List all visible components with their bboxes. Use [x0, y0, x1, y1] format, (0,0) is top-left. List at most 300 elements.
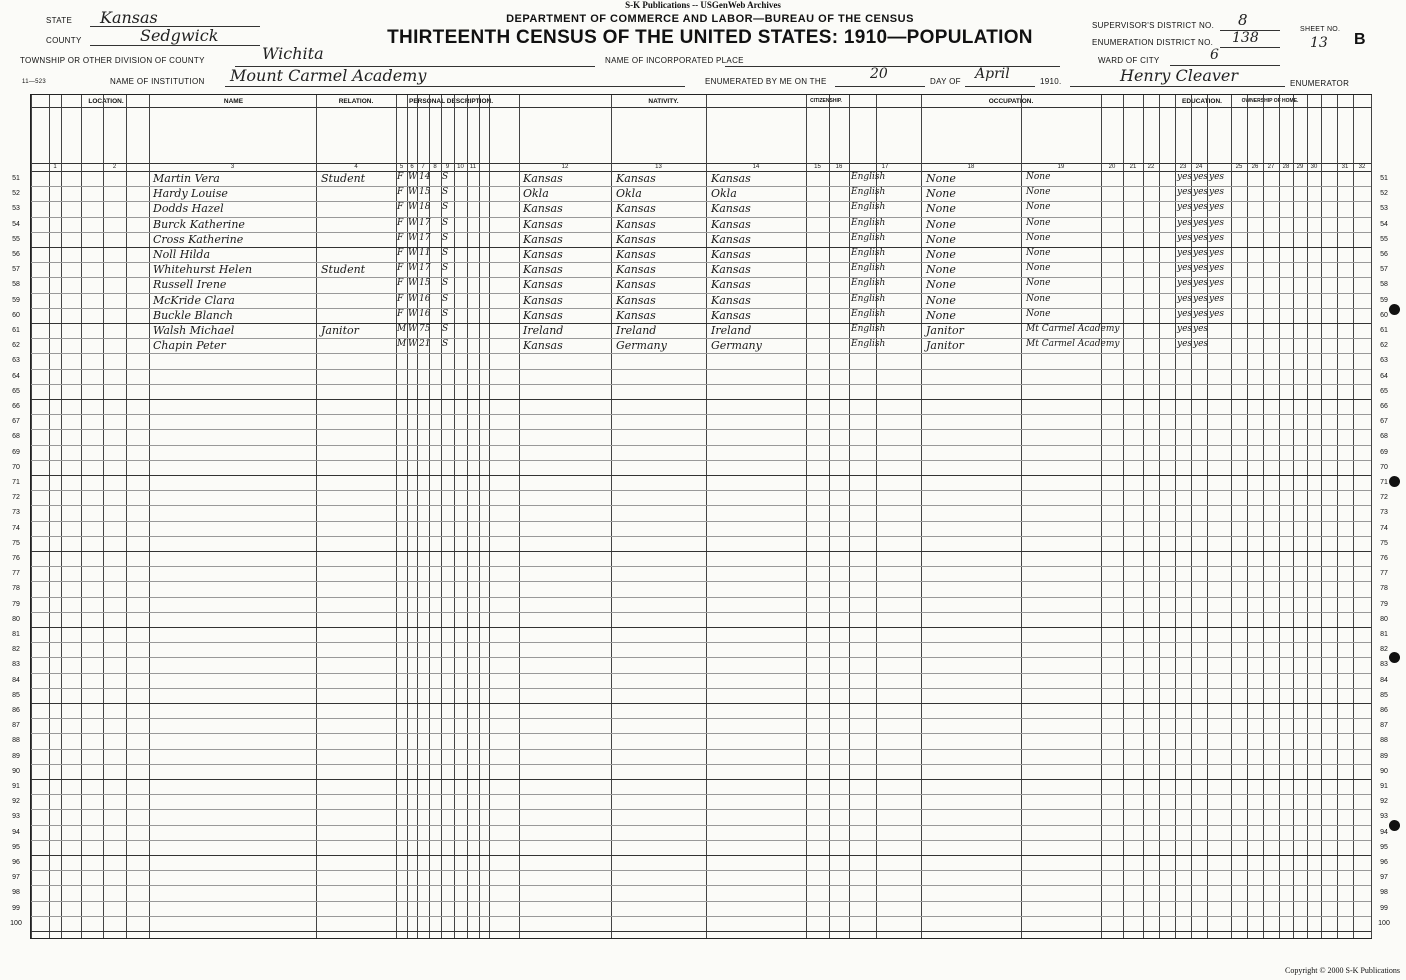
column-number: 13 [655, 164, 662, 170]
cell-ind: Mt Carmel Academy [1026, 324, 1120, 334]
cell-ind: None [1026, 308, 1051, 319]
cell-lang: English [851, 217, 886, 228]
cell-pob: Kansas [523, 172, 563, 185]
row-number-left: 70 [12, 463, 20, 471]
row-number-left: 97 [12, 874, 20, 882]
row-number-right: 56 [1380, 251, 1388, 258]
row-number-right: 74 [1380, 524, 1388, 532]
row-number-left: 74 [12, 524, 20, 532]
cell-ms: S [442, 248, 449, 258]
cell-pobf: Germany [616, 339, 667, 353]
row-number-left: 91 [12, 783, 20, 790]
row-number-left: 54 [12, 220, 20, 228]
cell-school: yes [1209, 202, 1225, 213]
state-value: Kansas [100, 8, 158, 27]
row-number-right: 65 [1380, 387, 1388, 395]
row-number-right: 90 [1380, 767, 1388, 775]
column-number: 19 [1057, 164, 1065, 170]
row-number-left: 67 [12, 418, 20, 426]
row-number-right: 98 [1380, 889, 1388, 897]
cell-ms: S [442, 202, 449, 213]
punch-hole [1389, 476, 1400, 487]
cell-pobf: Kansas [616, 293, 656, 307]
cell-trade: None [926, 248, 956, 261]
row-number-right: 93 [1380, 813, 1388, 821]
enumeration-month: April [975, 66, 1010, 82]
column-number: 18 [967, 164, 975, 170]
row-number-left: 68 [12, 433, 20, 441]
enumerated-label: ENUMERATED BY ME ON THE [705, 77, 827, 86]
row-number-right: 73 [1380, 509, 1388, 517]
department-heading: DEPARTMENT OF COMMERCE AND LABOR—BUREAU OF THE CENSUS [506, 13, 914, 25]
column-number: 24 [1195, 164, 1203, 170]
cell-pob: Kansas [523, 232, 563, 246]
row-number-left: 75 [12, 539, 20, 547]
row-number-left: 86 [12, 707, 20, 714]
cell-trade: None [926, 293, 956, 307]
row-number-left: 96 [12, 859, 20, 866]
row-number-left: 98 [12, 889, 20, 897]
row-number-right: 81 [1380, 631, 1388, 638]
row-number-right: 61 [1380, 327, 1388, 334]
cell-sex: F [397, 232, 404, 243]
row-number-left: 92 [12, 798, 20, 806]
cell-ind: None [1026, 293, 1051, 304]
cell-race: W [408, 308, 418, 319]
cell-trade: None [926, 308, 956, 322]
column-number: 21 [1129, 164, 1137, 170]
state-label: STATE [46, 16, 73, 25]
cell-name: Noll Hilda [153, 248, 211, 261]
cell-name: Cross Katherine [153, 232, 244, 246]
row-number-left: 59 [12, 296, 20, 304]
cell-pobm: Kansas [711, 263, 751, 277]
row-number-left: 60 [12, 311, 20, 319]
cell-rel: Janitor [321, 324, 359, 337]
row-number-right: 99 [1380, 904, 1388, 912]
row-number-right: 63 [1380, 357, 1388, 365]
cell-ms: S [442, 308, 449, 319]
cell-pob: Kansas [523, 278, 563, 292]
cell-pob: Kansas [523, 339, 563, 353]
cell-ms: S [442, 293, 449, 304]
column-number: 6 [410, 164, 414, 170]
cell-name: Hardy Louise [153, 187, 228, 201]
cell-race: W [408, 217, 418, 228]
cell-school: yes [1209, 293, 1225, 304]
cell-lang: English [851, 187, 886, 198]
cell-sex: F [397, 293, 404, 304]
cell-ms: S [442, 187, 449, 198]
cell-read: yes [1177, 202, 1193, 213]
column-number: 9 [445, 164, 450, 170]
cell-write: yes [1193, 324, 1209, 334]
cell-ind: None [1026, 278, 1051, 289]
cell-trade: None [926, 278, 956, 292]
cell-write: yes [1193, 217, 1209, 228]
cell-name: Russell Irene [153, 278, 227, 292]
row-number-right: 62 [1380, 342, 1388, 350]
row-number-left: 82 [12, 646, 20, 654]
column-number: 26 [1251, 164, 1259, 170]
row-number-left: 65 [12, 387, 20, 395]
cell-pob: Kansas [523, 308, 563, 322]
row-number-right: 72 [1380, 494, 1388, 502]
cell-age: 16 [419, 308, 431, 319]
cell-trade: Janitor [926, 324, 964, 337]
cell-rel: Student [321, 263, 366, 277]
row-number-left: 84 [12, 676, 20, 684]
cell-sex: M [397, 339, 407, 350]
cell-ms: S [442, 278, 449, 289]
cell-ms: S [442, 172, 449, 182]
incorporated-label: NAME OF INCORPORATED PLACE [605, 56, 744, 65]
cell-lang: English [851, 278, 886, 289]
cell-pobm: Kansas [711, 217, 751, 231]
cell-sex: F [397, 248, 404, 258]
cell-trade: Janitor [926, 339, 964, 353]
cell-lang: English [851, 308, 886, 319]
punch-hole [1389, 652, 1400, 663]
column-number: 10 [457, 164, 464, 170]
enumerator-name: Henry Cleaver [1120, 66, 1239, 85]
cell-name: McKride Clara [153, 293, 235, 307]
column-number: 30 [1310, 164, 1318, 170]
cell-pob: Kansas [523, 293, 563, 307]
row-number-left: 52 [12, 190, 20, 198]
row-number-right: 79 [1380, 600, 1388, 608]
cell-sex: F [397, 187, 404, 198]
column-number: 5 [399, 164, 404, 170]
row-number-left: 88 [12, 737, 20, 745]
row-number-right: 54 [1380, 220, 1388, 228]
cell-school: yes [1209, 308, 1225, 319]
row-number-left: 57 [12, 266, 20, 274]
ward-label: WARD OF CITY [1098, 56, 1160, 65]
column-number: 8 [433, 164, 437, 170]
row-number-left: 83 [12, 661, 20, 669]
cell-age: 18 [419, 202, 431, 213]
row-number-right: 80 [1380, 615, 1388, 623]
cell-age: 14 [419, 172, 431, 182]
punch-hole [1389, 820, 1400, 831]
row-number-left: 72 [12, 494, 20, 502]
punch-hole [1389, 304, 1400, 315]
cell-pobf: Kansas [616, 202, 656, 216]
row-number-left: 77 [12, 570, 20, 578]
group-location: LOCATION. [88, 98, 124, 105]
cell-read: yes [1177, 308, 1193, 319]
supervisor-label: SUPERVISOR'S DISTRICT NO. [1092, 21, 1215, 30]
cell-race: W [408, 278, 418, 289]
row-number-right: 60 [1380, 311, 1388, 319]
cell-write: yes [1193, 339, 1209, 350]
row-number-right: 95 [1380, 843, 1388, 851]
cell-pobm: Kansas [711, 248, 751, 261]
row-number-left: 69 [12, 448, 20, 456]
cell-sex: F [397, 202, 404, 213]
cell-race: W [408, 232, 418, 243]
institution-label: NAME OF INSTITUTION [110, 77, 205, 86]
cell-pob: Kansas [523, 202, 563, 216]
row-number-left: 71 [12, 479, 20, 486]
cell-write: yes [1193, 263, 1209, 274]
cell-pobm: Ireland [711, 324, 752, 337]
column-number: 7 [421, 164, 425, 170]
row-number-right: 86 [1380, 707, 1388, 714]
cell-sex: F [397, 217, 404, 228]
cell-pob: Kansas [523, 217, 563, 231]
row-number-right: 52 [1380, 190, 1388, 198]
row-number-right: 91 [1380, 783, 1388, 790]
cell-name: Whitehurst Helen [153, 263, 253, 277]
column-number: 3 [230, 164, 235, 170]
cell-race: W [408, 202, 418, 213]
group-citizenship: CITIZENSHIP. [810, 98, 842, 104]
cell-lang: English [851, 324, 886, 334]
cell-age: 11 [419, 248, 431, 258]
cell-write: yes [1193, 278, 1209, 289]
row-number-right: 59 [1380, 296, 1388, 304]
row-number-right: 97 [1380, 874, 1388, 882]
enum-district-label: ENUMERATION DISTRICT NO. [1092, 38, 1214, 47]
cell-pob: Okla [523, 187, 549, 201]
cell-age: 21 [419, 339, 431, 350]
row-number-left: 73 [12, 509, 20, 517]
row-number-right: 88 [1380, 737, 1388, 745]
column-number: 2 [112, 164, 117, 170]
institution-value: Mount Carmel Academy [230, 66, 427, 85]
cell-read: yes [1177, 232, 1193, 243]
cell-ms: S [442, 339, 449, 350]
cell-ind: None [1026, 263, 1051, 274]
row-number-right: 55 [1380, 235, 1388, 243]
cell-trade: None [926, 232, 956, 246]
day-of-label: DAY OF [930, 77, 961, 86]
group-name: NAME [223, 98, 244, 105]
cell-sex: F [397, 278, 404, 289]
township-value: Wichita [262, 44, 324, 63]
cell-age: 17 [419, 263, 431, 274]
row-number-right: 71 [1380, 479, 1388, 486]
cell-ms: S [442, 232, 449, 243]
column-number: 31 [1341, 164, 1349, 170]
page-title: THIRTEENTH CENSUS OF THE UNITED STATES: 1910—POPULATION [387, 27, 1033, 48]
cell-school: yes [1209, 263, 1225, 274]
cell-age: 16 [419, 293, 431, 304]
row-number-right: 82 [1380, 646, 1388, 654]
cell-trade: None [926, 263, 956, 277]
row-number-right: 84 [1380, 676, 1388, 684]
column-number: 15 [814, 164, 821, 170]
cell-write: yes [1193, 308, 1209, 319]
cell-rel: Student [321, 172, 366, 185]
cell-ms: S [442, 217, 449, 228]
cell-ind: Mt Carmel Academy [1026, 339, 1120, 350]
row-number-right: 89 [1380, 752, 1388, 760]
cell-name: Martin Vera [153, 172, 220, 185]
row-number-right: 83 [1380, 661, 1388, 669]
column-number: 16 [835, 164, 843, 170]
cell-write: yes [1193, 293, 1209, 304]
row-number-right: 75 [1380, 539, 1388, 547]
column-number: 17 [881, 164, 889, 170]
cell-trade: None [926, 217, 956, 231]
enum-district-value: 138 [1232, 30, 1259, 46]
row-number-left: 64 [12, 372, 20, 380]
cell-lang: English [851, 202, 886, 213]
row-number-right: 77 [1380, 570, 1388, 578]
cell-lang: English [851, 263, 886, 274]
cell-school: yes [1209, 187, 1225, 198]
row-number-left: 80 [12, 615, 20, 623]
cell-pobm: Okla [711, 187, 737, 201]
group-relation: RELATION. [338, 98, 374, 105]
row-number-left: 66 [12, 403, 20, 410]
cell-ind: None [1026, 187, 1051, 198]
cell-pobf: Kansas [616, 248, 656, 261]
cell-pobf: Kansas [616, 308, 656, 322]
cell-pobm: Kansas [711, 293, 751, 307]
row-number-left: 61 [12, 327, 20, 334]
row-number-left: 99 [12, 904, 20, 912]
sheet-letter: B [1354, 31, 1366, 48]
column-number: 25 [1235, 164, 1243, 170]
row-number-right: 94 [1380, 828, 1388, 836]
cell-lang: English [851, 248, 886, 258]
cell-school: yes [1209, 232, 1225, 243]
cell-read: yes [1177, 278, 1193, 289]
column-number: 32 [1358, 164, 1366, 170]
group-nativity: NATIVITY. [648, 98, 679, 105]
cell-read: yes [1177, 217, 1193, 228]
census-grid [10, 94, 1390, 939]
cell-write: yes [1193, 187, 1209, 198]
cell-pobf: Kansas [616, 263, 656, 277]
cell-read: yes [1177, 248, 1193, 258]
cell-read: yes [1177, 187, 1193, 198]
row-number-left: 85 [12, 691, 20, 699]
cell-age: 17 [419, 232, 431, 243]
row-number-left: 62 [12, 342, 20, 350]
cell-pobf: Kansas [616, 278, 656, 292]
enumerator-label: ENUMERATOR [1290, 79, 1350, 88]
row-number-right: 70 [1380, 463, 1388, 471]
cell-sex: F [397, 308, 404, 319]
group-education: EDUCATION. [1182, 98, 1222, 105]
cell-pobf: Kansas [616, 172, 656, 185]
cell-race: W [408, 339, 418, 350]
cell-read: yes [1177, 293, 1193, 304]
row-number-left: 56 [12, 251, 20, 258]
county-value: Sedgwick [140, 26, 219, 45]
row-number-left: 79 [12, 600, 20, 608]
cell-pobm: Kansas [711, 308, 751, 322]
enumeration-day: 20 [870, 66, 888, 82]
cell-ms: S [442, 263, 449, 274]
cell-pobf: Okla [616, 187, 642, 201]
cell-write: yes [1193, 172, 1209, 182]
row-number-right: 69 [1380, 448, 1388, 456]
cell-name: Chapin Peter [153, 339, 226, 353]
row-number-right: 58 [1380, 281, 1388, 289]
row-number-right: 67 [1380, 418, 1388, 426]
cell-name: Buckle Blanch [153, 308, 234, 322]
cell-pob: Kansas [523, 263, 563, 277]
column-number: 28 [1282, 164, 1290, 170]
row-number-left: 94 [12, 828, 20, 836]
cell-trade: None [926, 172, 956, 185]
cell-age: 15 [419, 187, 431, 198]
cell-name: Walsh Michael [153, 324, 235, 337]
row-number-left: 58 [12, 281, 20, 289]
row-number-left: 78 [12, 585, 20, 593]
row-number-left: 76 [12, 555, 20, 562]
row-number-right: 100 [1378, 919, 1390, 927]
group-ownership: OWNERSHIP OF HOME. [1241, 98, 1299, 104]
row-number-left: 51 [12, 175, 20, 182]
cell-lang: English [851, 339, 886, 350]
cell-trade: None [926, 202, 956, 216]
cell-school: yes [1209, 172, 1225, 182]
cell-write: yes [1193, 248, 1209, 258]
cell-pobf: Ireland [616, 324, 657, 337]
cell-pobm: Germany [711, 339, 762, 353]
column-number: 29 [1296, 164, 1304, 170]
archive-banner: S-K Publications -- USGenWeb Archives [625, 0, 781, 10]
cell-ind: None [1026, 217, 1051, 228]
cell-write: yes [1193, 232, 1209, 243]
cell-lang: English [851, 172, 886, 182]
cell-school: yes [1209, 278, 1225, 289]
cell-trade: None [926, 187, 956, 201]
cell-ms: S [442, 324, 449, 334]
cell-pobf: Kansas [616, 217, 656, 231]
row-number-right: 92 [1380, 798, 1388, 806]
row-number-left: 89 [12, 752, 20, 760]
row-number-right: 66 [1380, 403, 1388, 410]
cell-lang: English [851, 232, 886, 243]
row-number-right: 87 [1380, 722, 1388, 730]
row-number-left: 81 [12, 631, 20, 638]
form-number: 11—523 [22, 79, 47, 85]
cell-race: W [408, 187, 418, 198]
cell-pobm: Kansas [711, 278, 751, 292]
cell-pobm: Kansas [711, 202, 751, 216]
cell-name: Burck Katherine [153, 217, 245, 231]
cell-pob: Kansas [523, 248, 563, 261]
cell-lang: English [851, 293, 886, 304]
sheet-label: SHEET NO. [1300, 26, 1341, 33]
township-label: TOWNSHIP OR OTHER DIVISION OF COUNTY [20, 56, 205, 65]
row-number-right: 68 [1380, 433, 1388, 441]
row-number-right: 85 [1380, 691, 1388, 699]
cell-ind: None [1026, 248, 1051, 258]
column-number: 27 [1267, 164, 1275, 170]
row-number-right: 96 [1380, 859, 1388, 866]
row-number-left: 95 [12, 843, 20, 851]
cell-sex: F [397, 263, 404, 274]
cell-ind: None [1026, 232, 1051, 243]
row-number-left: 53 [12, 205, 20, 213]
column-number: 22 [1147, 164, 1155, 170]
cell-school: yes [1209, 248, 1225, 258]
column-number: 4 [354, 164, 358, 170]
row-number-left: 55 [12, 235, 20, 243]
cell-race: W [408, 263, 418, 274]
cell-read: yes [1177, 172, 1193, 182]
column-number: 20 [1108, 164, 1116, 170]
